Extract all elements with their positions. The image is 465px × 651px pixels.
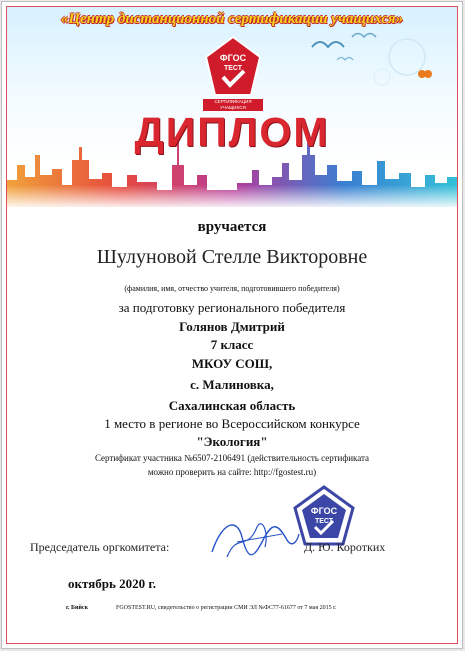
region-name: Сахалинская область	[168, 398, 296, 413]
diploma-page	[1, 1, 463, 649]
stamp-text-top: ФГОС	[310, 506, 338, 516]
logo-caption: СЕРТИФИКАЦИЯ УЧАЩИХСЯ	[203, 99, 263, 111]
contest-name: "Экология"	[196, 434, 268, 449]
recipient-note: (фамилия, имя, отчество учителя, подготовившего победителя)	[124, 284, 340, 293]
header-banner	[7, 7, 457, 207]
school-name: МКОУ СОШ,	[191, 356, 273, 371]
chairman-name: Д. Ю. Коротких	[304, 540, 386, 554]
place-result: 1 место в регионе во Всероссийском конкурсе	[104, 416, 360, 431]
bubbles-icon	[367, 32, 447, 92]
award-reason: за подготовку регионального победителя	[118, 300, 346, 315]
butterfly-icon	[418, 69, 432, 79]
registration-info: FGOSTEST.RU, свидетельство о регистрации СМИ ЭЛ №ФС77-61677 от 7 мая 2015 г.	[116, 605, 337, 611]
issue-city: г. Бийск	[66, 605, 89, 611]
village-name: с. Малиновка,	[190, 377, 274, 392]
student-name: Голянов Дмитрий	[179, 319, 285, 334]
issue-date: октябрь 2020 г.	[68, 576, 157, 591]
awarded-label: вручается	[197, 219, 267, 235]
certificate-line-2: можно проверить на сайте: http://fgostest.ru)	[147, 467, 317, 477]
student-grade: 7 класс	[210, 337, 254, 352]
logo-text-top: ФГОС	[219, 53, 247, 63]
recipient-name: Шулуновой Стелле Викторовне	[96, 246, 368, 268]
certificate-line-1: Сертификат участника №6507-2106491 (действительность сертификата	[94, 453, 370, 463]
signature-image	[207, 512, 302, 567]
chairman-label: Председатель оргкомитета:	[30, 540, 170, 554]
logo-text-bottom: ТЕСТ	[223, 65, 243, 72]
stamp-text-bottom: ТЕСТ	[314, 518, 334, 525]
diploma-title: ДИПЛОМ	[134, 109, 330, 155]
organization-title: «Центр дистанционной сертификации учащихся»	[60, 11, 404, 27]
fgos-test-logo	[203, 35, 263, 105]
